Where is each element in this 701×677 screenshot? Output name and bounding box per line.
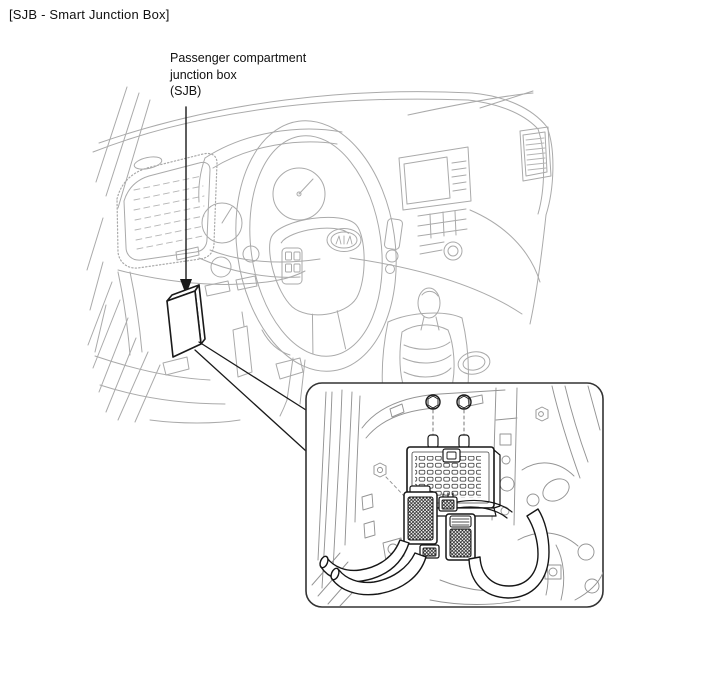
steering-column [262,330,305,416]
sjb-callout-graphics [167,107,306,451]
kia-logo [327,229,361,252]
a-pillar-left-lines [87,87,150,352]
center-stack [399,147,471,260]
tweeter-grille [133,155,163,172]
page-title: [SJB - Smart Junction Box] [9,7,170,22]
callout-inset [306,383,604,607]
dash-top-edge [93,91,547,152]
harness-connector-right [446,514,475,560]
right-air-vent [520,127,551,181]
down-arrow-icon [180,107,192,295]
dashboard-illustration [87,87,553,433]
sjb-callout-label-line2: junction box [170,67,237,82]
sjb-callout-label-line1: Passenger compartment [170,51,307,65]
left-air-vent [117,153,217,268]
dash-right-side [350,127,553,324]
sjb-callout-label-line3: (SJB) [170,84,202,98]
sjb-box [167,285,205,357]
harness-connector-left [404,486,437,544]
instrument-cluster [199,129,342,277]
